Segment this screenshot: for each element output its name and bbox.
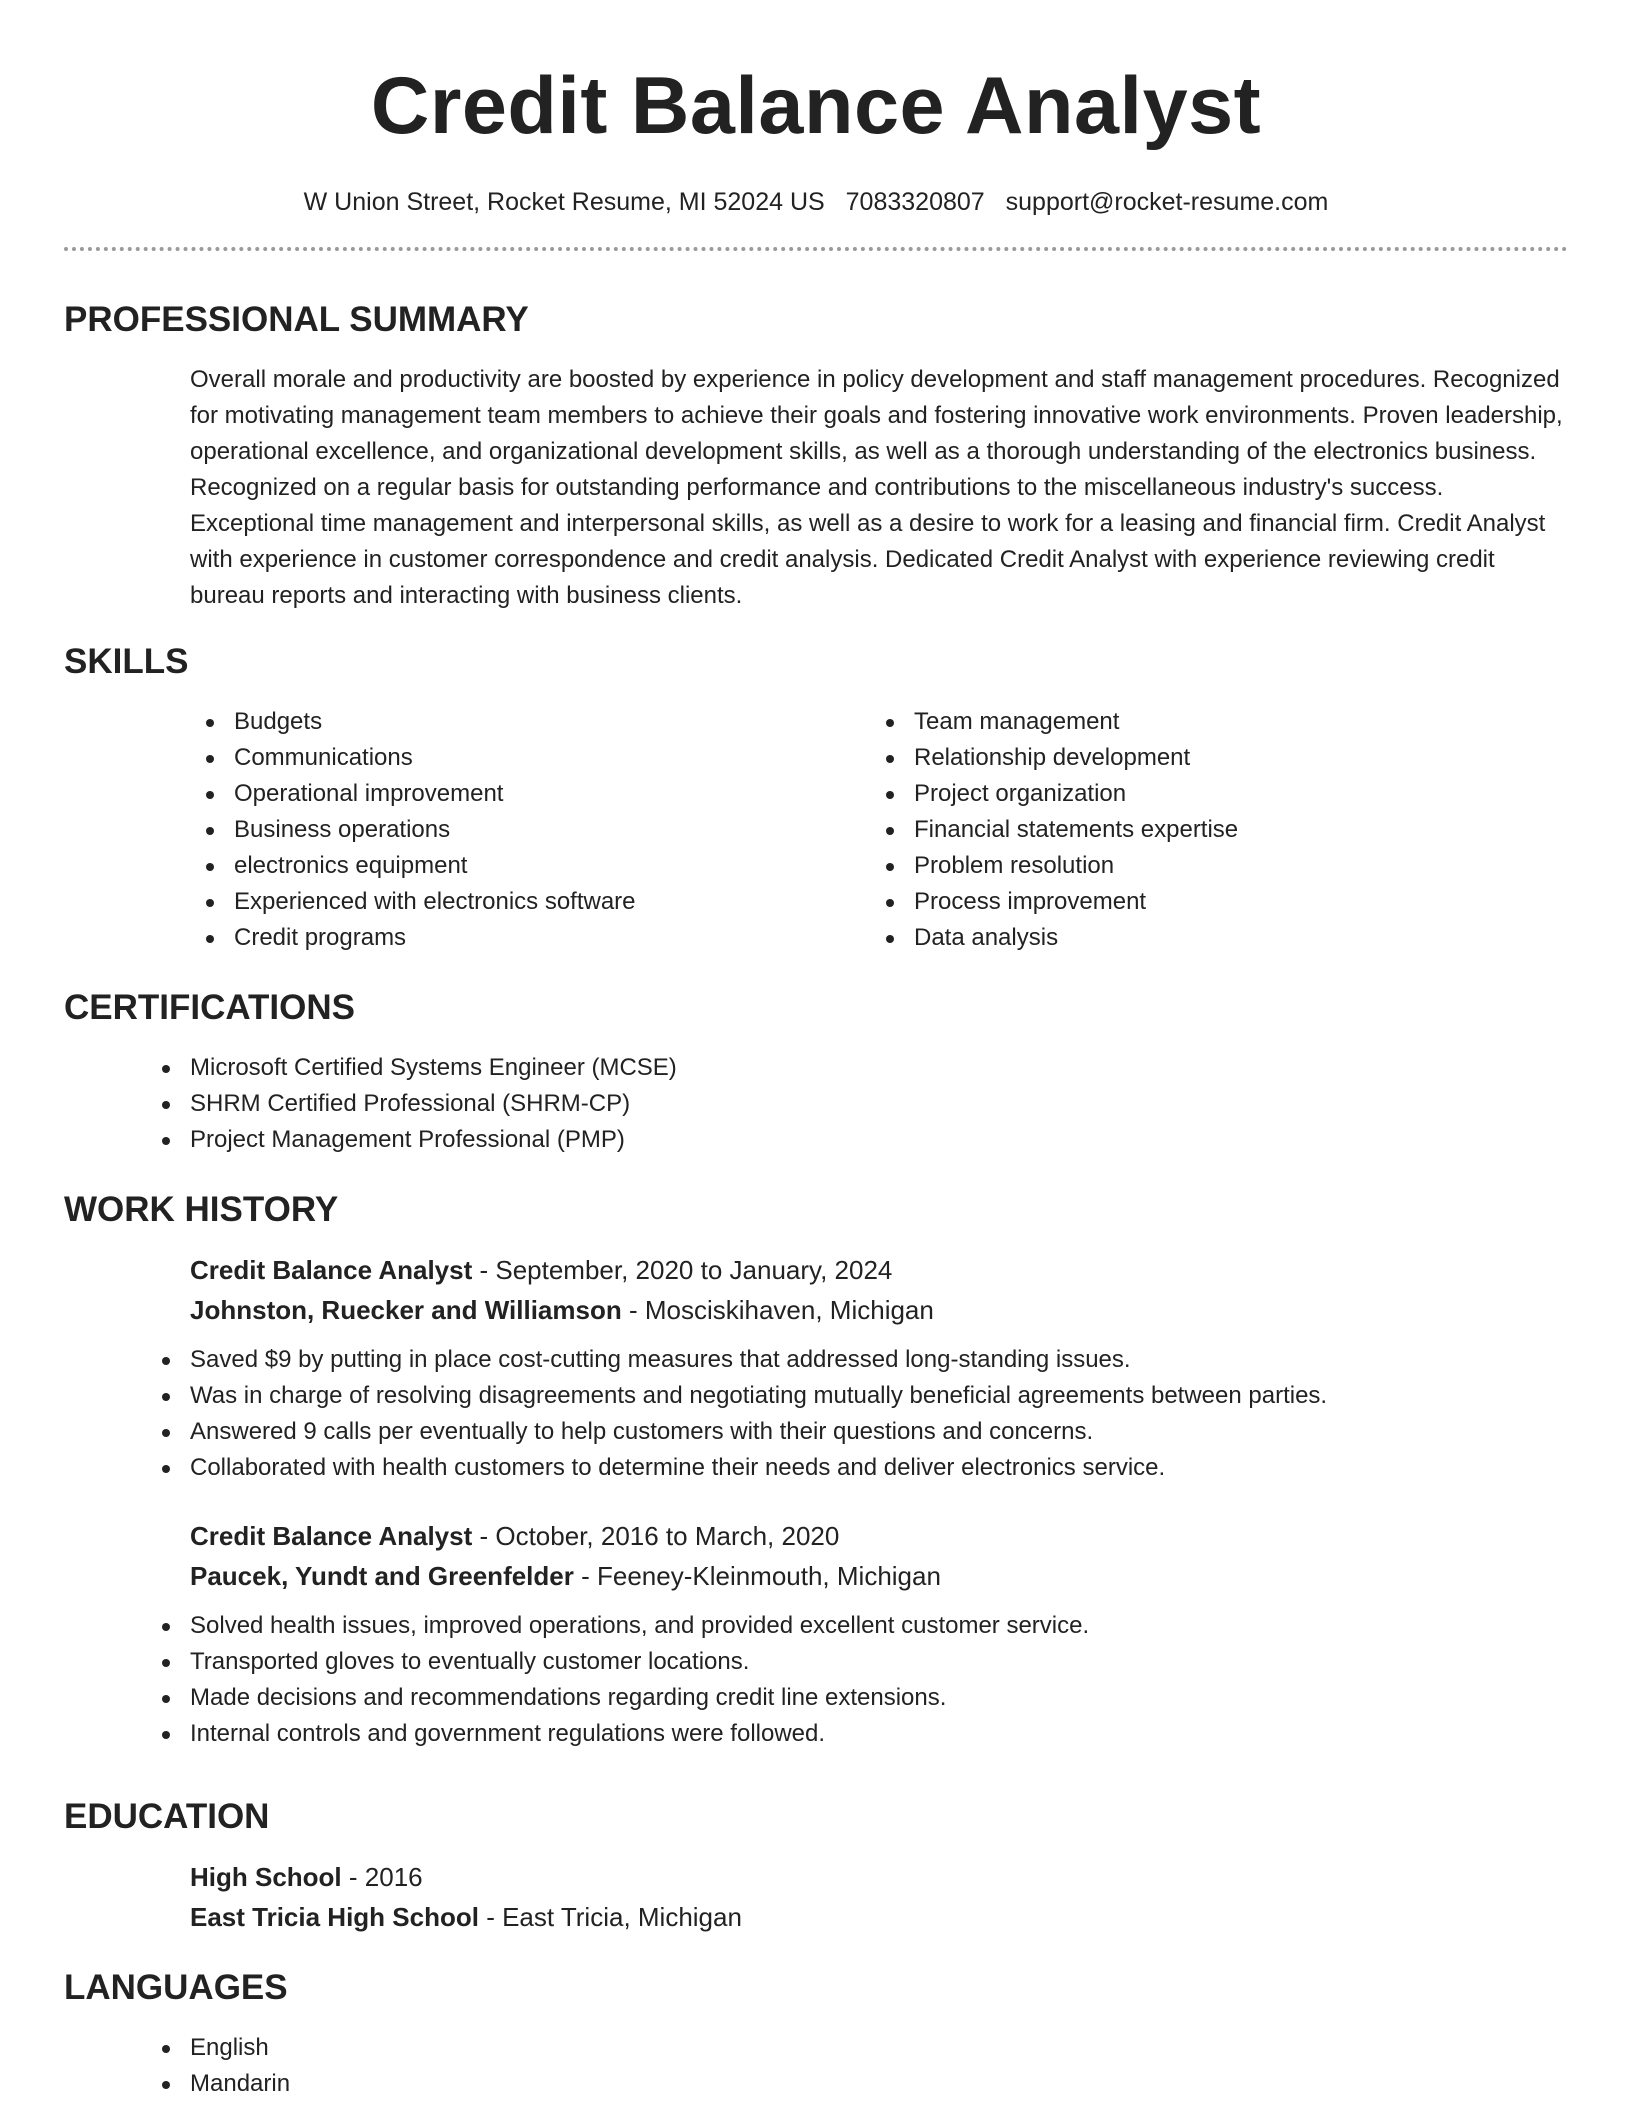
summary-text: Overall morale and productivity are boosted by experience in policy development and staff management procedures. Recognized for motivating management team members to achieve their goals and fostering innovative work environments. Proven leadership, operational excellence, and organizational development skills, as well as a thorough understanding of the electronics business. Recognized on a regular basis for outstanding performance and contributions to the miscellaneous industry's success. Exceptional time management and interpersonal skills, as well as a desire to work for a leasing and financial firm. Credit Analyst with experience in customer correspondence and credit analysis. Dedicated Credit Analyst with experience reviewing credit bureau reports and interacting with business clients. (190, 366, 1563, 609)
summary-section (64, 298, 1568, 614)
education-title: EDUCATION (64, 1797, 270, 1836)
education-school: East Tricia High School (190, 1902, 479, 1932)
job-location: - Mosciskihaven, Michigan (621, 1295, 934, 1325)
languages-list (146, 2030, 1568, 2102)
job-company-line (190, 1290, 1568, 1330)
skill-item: Financial statements expertise (870, 812, 1550, 848)
job-bullet: Saved $9 by putting in place cost-cutting measures that addressed long-standing issues. (146, 1342, 1568, 1378)
resume-name: Credit Balance Analyst (370, 61, 1262, 151)
summary-title: PROFESSIONAL SUMMARY (64, 300, 529, 339)
job-bullets (146, 1608, 1568, 1752)
job-bullets (146, 1342, 1568, 1486)
education-degree: High School (190, 1862, 342, 1892)
certifications-title: CERTIFICATIONS (64, 988, 356, 1027)
job-bullet: Internal controls and government regulations were followed. (146, 1716, 1568, 1752)
skill-item: Communications (190, 740, 870, 776)
job-bullet: Collaborated with health customers to determine their needs and deliver electronics service. (146, 1450, 1568, 1486)
job-bullet: Was in charge of resolving disagreements and negotiating mutually beneficial agreements between parties. (146, 1378, 1568, 1414)
certification-item: SHRM Certified Professional (SHRM-CP) (146, 1086, 1568, 1122)
language-item: Mandarin (146, 2066, 1568, 2102)
skill-item: Business operations (190, 812, 870, 848)
certifications-list (146, 1050, 1568, 1158)
job-role: Credit Balance Analyst (190, 1521, 473, 1551)
job-bullet: Solved health issues, improved operations, and provided excellent customer service. (146, 1608, 1568, 1644)
job-role-line (190, 1250, 1568, 1290)
skills-title: SKILLS (64, 642, 189, 681)
skills-grid (190, 704, 1568, 956)
job-location: - Feeney-Kleinmouth, Michigan (573, 1561, 941, 1591)
work-title: WORK HISTORY (64, 1190, 339, 1229)
work-section (64, 1188, 1568, 1752)
skills-column-right (870, 704, 1550, 956)
skill-item: Project organization (870, 776, 1550, 812)
job-entry (64, 1516, 1568, 1752)
job-company: Johnston, Ruecker and Williamson (190, 1295, 622, 1325)
job-entry (64, 1250, 1568, 1486)
job-role-line (190, 1516, 1568, 1556)
job-dates: - September, 2020 to January, 2024 (472, 1255, 893, 1285)
skill-item: Problem resolution (870, 848, 1550, 884)
skills-section (64, 640, 1568, 956)
languages-section (64, 1966, 1568, 2102)
certification-item: Microsoft Certified Systems Engineer (MCSE) (146, 1050, 1568, 1086)
skill-item: Operational improvement (190, 776, 870, 812)
job-bullet: Answered 9 calls per eventually to help customers with their questions and concerns. (146, 1414, 1568, 1450)
languages-title: LANGUAGES (64, 1968, 288, 2007)
skill-item: Experienced with electronics software (190, 884, 870, 920)
skills-column-left (190, 704, 870, 956)
header-divider (64, 247, 1568, 251)
skill-item: electronics equipment (190, 848, 870, 884)
education-location: - East Tricia, Michigan (478, 1902, 742, 1932)
skill-item: Data analysis (870, 920, 1550, 956)
certifications-section (64, 986, 1568, 1158)
education-section (64, 1795, 1568, 1937)
job-role: Credit Balance Analyst (190, 1255, 473, 1285)
contact-address: W Union Street, Rocket Resume, MI 52024 US (303, 188, 825, 216)
education-school-line (190, 1897, 1568, 1937)
education-degree-line (190, 1857, 1568, 1897)
job-company-line (190, 1556, 1568, 1596)
skill-item: Process improvement (870, 884, 1550, 920)
language-item: English (146, 2030, 1568, 2066)
education-year: - 2016 (341, 1862, 423, 1892)
skill-item: Credit programs (190, 920, 870, 956)
contact-line (64, 186, 1568, 218)
job-bullet: Transported gloves to eventually customer locations. (146, 1644, 1568, 1680)
job-dates: - October, 2016 to March, 2020 (472, 1521, 840, 1551)
job-bullet: Made decisions and recommendations regarding credit line extensions. (146, 1680, 1568, 1716)
contact-email: support@rocket-resume.com (1005, 188, 1329, 216)
certification-item: Project Management Professional (PMP) (146, 1122, 1568, 1158)
contact-phone: 7083320807 (845, 188, 985, 216)
skill-item: Relationship development (870, 740, 1550, 776)
skill-item: Budgets (190, 704, 870, 740)
skill-item: Team management (870, 704, 1550, 740)
job-company: Paucek, Yundt and Greenfelder (190, 1561, 574, 1591)
